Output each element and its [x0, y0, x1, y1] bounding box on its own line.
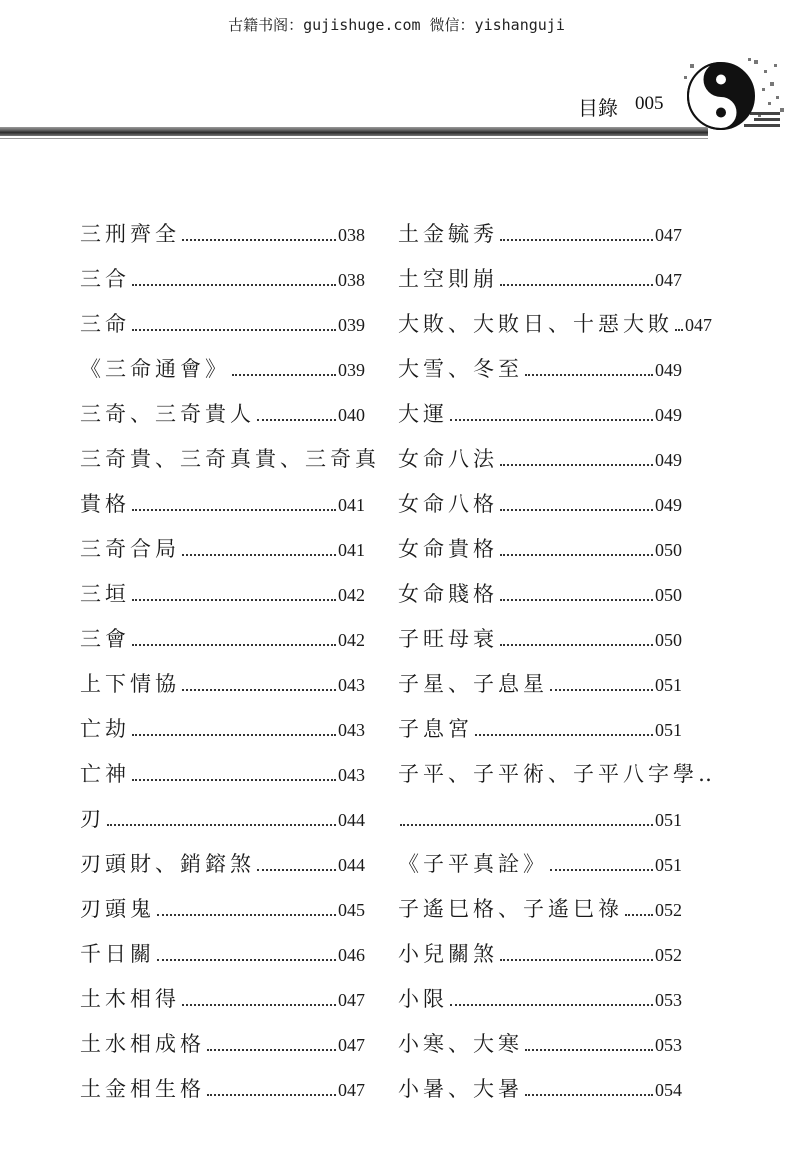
toc-leader-dots [550, 689, 653, 691]
toc-entry [80, 1013, 365, 1058]
toc-leader-dots [207, 1049, 336, 1051]
toc-entry-label: 三奇貴、三奇真貴、三奇真 [80, 447, 380, 471]
toc-entry [398, 698, 682, 743]
toc-entry-page: 040 [338, 405, 365, 425]
toc-leader-dots [450, 1004, 653, 1006]
toc-entry [80, 338, 365, 383]
toc-leader-dots [157, 959, 336, 961]
toc-leader-dots [132, 599, 336, 601]
toc-entry [80, 968, 365, 1013]
toc-leader-dots [500, 284, 653, 286]
toc-entry-label: 子旺母衰 [398, 627, 498, 651]
toc-leader-dots [182, 239, 336, 241]
toc-leader-dots [207, 1094, 336, 1096]
toc-leader-dots [500, 239, 653, 241]
toc-entry [80, 743, 365, 788]
toc-entry-page: 047 [338, 1080, 365, 1100]
toc-entry [398, 428, 682, 473]
toc-entry-page: 045 [338, 900, 365, 920]
toc-entry-page: 043 [338, 720, 365, 740]
toc-entry-label: 刃 [80, 807, 105, 831]
toc-entry-page: 047 [655, 225, 682, 245]
toc-entry-page: 050 [655, 540, 682, 560]
toc-entry [398, 743, 717, 788]
toc-leader-dots [400, 824, 653, 826]
toc-leader-dots [157, 914, 336, 916]
toc-entry-label: 三命 [80, 312, 130, 336]
toc-leader-dots [132, 509, 336, 511]
toc-entry-page: 046 [338, 945, 365, 965]
toc-entry-page: 038 [338, 270, 365, 290]
toc-entry-page: 042 [338, 585, 365, 605]
toc-entry-page: 051 [655, 675, 682, 695]
toc-entry [80, 788, 365, 833]
toc-entry [80, 203, 365, 248]
toc-leader-dots [525, 1049, 653, 1051]
toc-leader-dots [500, 554, 653, 556]
toc-entry [398, 338, 682, 383]
toc-leader-dots [525, 1094, 653, 1096]
toc-entry-page: 047 [338, 1035, 365, 1055]
toc-entry [398, 788, 682, 833]
toc-leader-dots [500, 464, 653, 466]
toc-entry-page: 042 [338, 630, 365, 650]
toc-entry-label: 小暑、大暑 [398, 1077, 523, 1101]
toc-entry-page: 050 [655, 630, 682, 650]
toc-leader-dots [500, 599, 653, 601]
toc-entry-label: 土空則崩 [398, 267, 498, 291]
toc-entry-page: 043 [338, 765, 365, 785]
toc-leader-dots [182, 554, 336, 556]
toc-leader-dots [550, 869, 653, 871]
toc-entry-page: 051 [655, 855, 682, 875]
toc-leader-dots [132, 734, 336, 736]
toc-leader-dots [500, 644, 653, 646]
toc-entry-label: 土水相成格 [80, 1032, 205, 1056]
toc-entry [398, 653, 682, 698]
toc-entry [398, 878, 682, 923]
watermark: 古籍书阁：gujishuge.com 微信：yishanguji [228, 16, 565, 34]
toc-entry [398, 518, 682, 563]
toc-entry-label: 女命貴格 [398, 537, 498, 561]
toc-leader-dots [500, 959, 653, 961]
toc-entry-label: 三奇合局 [80, 537, 180, 561]
header-title: 目錄 [578, 96, 618, 120]
toc-entry [80, 563, 365, 608]
toc-entry-label: 女命八法 [398, 447, 498, 471]
toc-entry [80, 293, 365, 338]
toc-leader-dots [475, 734, 653, 736]
toc-entry-page: 052 [655, 945, 682, 965]
toc-entry-label: 三會 [80, 627, 130, 651]
toc-entry-label: 亡劫 [80, 717, 130, 741]
toc-entry-page: 049 [655, 495, 682, 515]
header-rule-thin [0, 138, 708, 139]
toc-entry-label: 子平、子平術、子平八字學‥ [398, 762, 717, 786]
toc-entry [80, 833, 365, 878]
toc-entry-page: 047 [685, 315, 712, 335]
toc-entry-label: 三合 [80, 267, 130, 291]
toc-entry-page: 041 [338, 495, 365, 515]
toc-entry-label: 土金毓秀 [398, 222, 498, 246]
toc-entry-page: 053 [655, 1035, 682, 1055]
toc-entry-page: 047 [338, 990, 365, 1010]
toc-entry [398, 833, 682, 878]
toc-entry-label: 子遙巳格、子遙巳祿 [398, 897, 623, 921]
toc-leader-dots [500, 509, 653, 511]
toc-entry-page: 050 [655, 585, 682, 605]
toc-entry-label: 三垣 [80, 582, 130, 606]
toc-entry-label: 亡神 [80, 762, 130, 786]
toc-entry-label: 土木相得 [80, 987, 180, 1011]
toc-entry-page: 049 [655, 405, 682, 425]
toc-entry [80, 698, 365, 743]
toc-entry-page: 052 [655, 900, 682, 920]
toc-entry-page: 049 [655, 450, 682, 470]
toc-entry-page: 044 [338, 810, 365, 830]
toc-leader-dots [132, 779, 336, 781]
toc-entry-label: 小寒、大寒 [398, 1032, 523, 1056]
toc-entry-label: 貴格 [80, 492, 130, 516]
toc-entry [80, 383, 365, 428]
toc-entry-page: 051 [655, 720, 682, 740]
toc-entry-label: 大運 [398, 402, 448, 426]
toc-entry [80, 653, 365, 698]
toc-entry-page: 049 [655, 360, 682, 380]
toc-entry [80, 248, 365, 293]
toc-entry-label: 刃頭鬼 [80, 897, 155, 921]
toc-entry-page: 054 [655, 1080, 682, 1100]
toc-leader-dots [182, 689, 336, 691]
toc-entry-label: 三刑齊全 [80, 222, 180, 246]
toc-entry-label: 千日關 [80, 942, 155, 966]
toc-leader-dots [132, 644, 336, 646]
toc-leader-dots [525, 374, 653, 376]
toc-leader-dots [107, 824, 336, 826]
toc-entry [80, 1058, 365, 1103]
toc-entry [80, 878, 365, 923]
toc-leader-dots [132, 284, 336, 286]
toc-leader-dots [182, 1004, 336, 1006]
toc-entry-label: 女命賤格 [398, 582, 498, 606]
toc-entry [80, 428, 380, 473]
toc-entry-label: 上下情協 [80, 672, 180, 696]
toc-entry-label: 小兒關煞 [398, 942, 498, 966]
toc-entry-label: 土金相生格 [80, 1077, 205, 1101]
toc-entry-page: 053 [655, 990, 682, 1010]
toc-entry-page: 039 [338, 360, 365, 380]
toc-entry-page: 038 [338, 225, 365, 245]
toc-entry [398, 608, 682, 653]
toc-entry-label: 子星、子息星 [398, 672, 548, 696]
toc-leader-dots [625, 914, 653, 916]
toc-entry-page: 043 [338, 675, 365, 695]
toc-entry [398, 473, 682, 518]
toc-leader-dots [232, 374, 336, 376]
toc-entry [80, 923, 365, 968]
toc-entry [80, 518, 365, 563]
toc-leader-dots [257, 869, 336, 871]
toc-left-column [80, 203, 380, 1103]
header-page-number: 005 [635, 93, 664, 114]
toc-entry [398, 1013, 682, 1058]
toc-entry-label: 子息宮 [398, 717, 473, 741]
toc-entry-label: 《子平真詮》 [398, 852, 548, 876]
toc-entry [398, 203, 682, 248]
toc-entry-label: 女命八格 [398, 492, 498, 516]
toc-entry-page: 051 [655, 810, 682, 830]
toc-entry [398, 383, 682, 428]
toc-entry-page: 039 [338, 315, 365, 335]
toc-entry-label: 三奇、三奇貴人 [80, 402, 255, 426]
header-rule [0, 127, 708, 136]
toc-entry [398, 923, 682, 968]
toc-entry [80, 608, 365, 653]
toc-entry-page: 047 [655, 270, 682, 290]
toc-entry-label: 大雪、冬至 [398, 357, 523, 381]
toc-entry-label: 小限 [398, 987, 448, 1011]
toc-entry-label: 大敗、大敗日、十惡大敗 [398, 312, 673, 336]
toc-right-column [398, 203, 717, 1103]
toc-entry [398, 248, 682, 293]
toc-leader-dots [132, 329, 336, 331]
toc-entry [398, 1058, 682, 1103]
toc-entry-page: 044 [338, 855, 365, 875]
toc-entry [398, 293, 712, 338]
toc-entry-label: 刃頭財、銷鎔煞 [80, 852, 255, 876]
toc-leader-dots [450, 419, 653, 421]
toc-entry-page: 041 [338, 540, 365, 560]
toc-entry-label: 《三命通會》 [80, 357, 230, 381]
toc-entry [80, 473, 365, 518]
toc-leader-dots [257, 419, 336, 421]
toc-leader-dots [675, 329, 683, 331]
toc-entry [398, 563, 682, 608]
toc-entry [398, 968, 682, 1013]
